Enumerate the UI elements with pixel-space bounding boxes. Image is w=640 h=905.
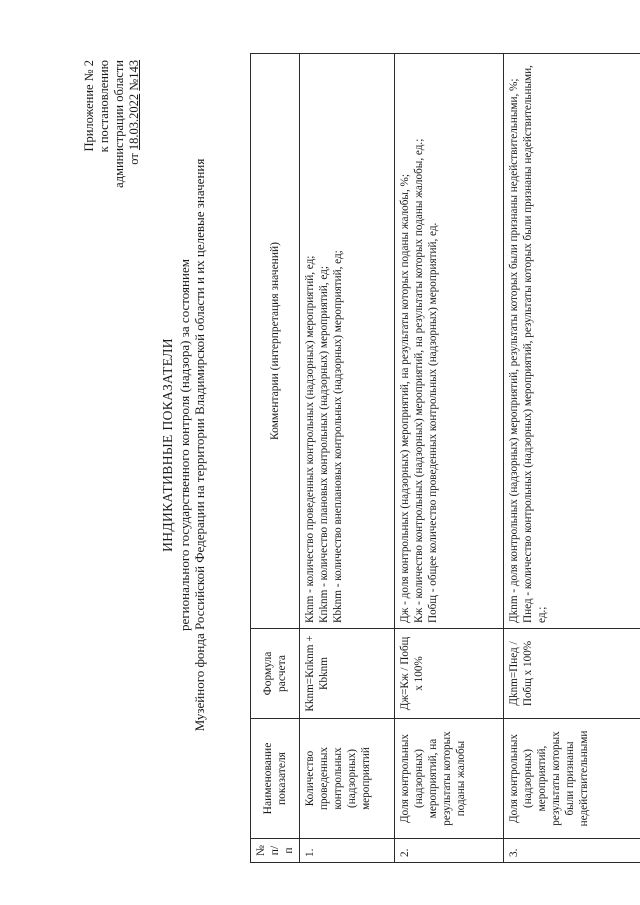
row-num: 2. bbox=[395, 839, 504, 863]
indicator-name: Количество проведенных контрольных (надзорных) мероприятий bbox=[300, 719, 395, 839]
comment-line: Дж - доля контрольных (надзорных) мероприятий, на результаты которых поданы жалобы, %; bbox=[399, 174, 411, 623]
decree-date: 18.03.2022 bbox=[127, 93, 141, 151]
document-subtitle: регионального государственного контроля (надзора) за состоянием bbox=[177, 259, 192, 631]
comment-line: Кknm - количество проведенных контрольных (надзорных) мероприятий, ед; bbox=[304, 255, 316, 623]
table-row bbox=[504, 54, 640, 863]
appendix-block bbox=[82, 60, 142, 250]
document-subtitle-2: Музейного фонда Российской Федерации на территории Владимирской области и их целевые значения bbox=[192, 158, 207, 732]
header-num: № п/п bbox=[251, 839, 300, 863]
appendix-date-line bbox=[127, 60, 142, 250]
comment-line: Кпknm - количество плановых контрольных (надзорных) мероприятий, ед; bbox=[318, 266, 330, 623]
comment-line: Кbknm - количество внеплановых контрольных (надзорных) мероприятий, ед; bbox=[332, 250, 344, 623]
row-num: 3. bbox=[504, 839, 640, 863]
decree-number: №143 bbox=[127, 60, 141, 91]
date-prefix: от bbox=[127, 153, 141, 165]
appendix-ref: к постановлению bbox=[97, 60, 111, 153]
header-formula: Формула расчета bbox=[251, 629, 300, 719]
comment-line: Дknm - доля контрольных (надзорных) мероприятий, результаты которых были признаны недействительными, %; bbox=[508, 78, 520, 623]
indicator-comment bbox=[504, 54, 640, 629]
document-title: ИНДИКАТИВНЫЕ ПОКАЗАТЕЛИ bbox=[160, 338, 175, 552]
table-row bbox=[395, 54, 504, 863]
comment-line: Побщ - общее количество проведенных контрольных (надзорных) мероприятий, ед. bbox=[427, 222, 439, 623]
indicator-formula: Кknm=Кпknm + Кbknm bbox=[300, 629, 395, 719]
appendix-authority: администрации области bbox=[112, 60, 126, 188]
indicator-formula: Дж=Кж / Побщ х 100% bbox=[395, 629, 504, 719]
indicator-comment bbox=[300, 54, 395, 629]
indicator-formula: Дknm=Пнед / Побщ х 100% bbox=[504, 629, 640, 719]
table-row bbox=[300, 54, 395, 863]
indicator-name: Доля контрольных (надзорных) мероприятий, результаты которых были признаны недействительными bbox=[504, 719, 640, 839]
header-name: Наименование показателя bbox=[251, 719, 300, 839]
indicator-name: Доля контрольных (надзорных) мероприятий, на результаты которых поданы жалобы bbox=[395, 719, 504, 839]
document-heading bbox=[160, 75, 207, 815]
header-comment: Комментарии (интерпретация значений) bbox=[251, 54, 300, 629]
row-num: 1. bbox=[300, 839, 395, 863]
appendix-title: Приложение № 2 bbox=[82, 60, 96, 152]
comment-line: Кж - количество контрольных (надзорных) мероприятий, на результаты которых поданы жалобы, ед.; bbox=[413, 138, 425, 623]
table-header-row bbox=[251, 54, 300, 863]
comment-line: Пнед - количество контрольных (надзорных) мероприятий, результаты которых были признаны недействительными, ед.; bbox=[522, 65, 548, 623]
indicator-comment bbox=[395, 54, 504, 629]
indicators-table bbox=[250, 53, 640, 863]
